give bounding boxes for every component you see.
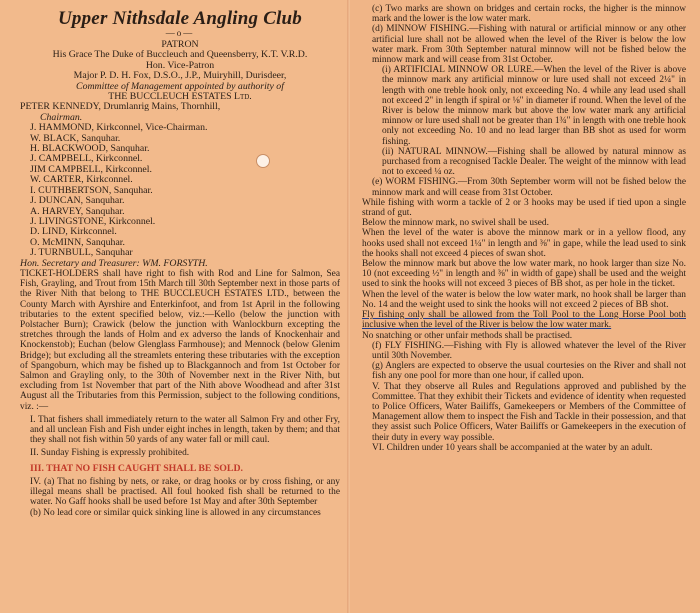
vice-patron-heading: Hon. Vice-Patron [145, 59, 215, 71]
patron-name: His Grace The Duke of Buccleuch and Queensberry, K.T. V.R.D. [52, 49, 308, 61]
chairman-title: Chairman. [40, 111, 83, 123]
worm-low-water-para: When the level of the water is below the low water mark, no hook shall be larger than No. 14 and the weight used to sink the hooks will not exceed 2 pieces of BB shot. [362, 289, 686, 310]
rule-4a: IV. (a) That no fishing by nets, or rake, or drag hooks or by cross fishing, or any illegal means shall be practised. All foul hooked fish shall be returned to the water. No Gaff hooks shall be used before 1st May and after 30th September [30, 477, 340, 508]
rule-5: V. That they observe all Rules and Regulations approved and published by the Committee. That they exhibit their Tickets and evidence of identity when requested to Police Officers, Water Bailiffs, Gamekeepers or Members of the Committee of Management allow them to inspect the Fish and Tackle in their possession, and that they assist such Police Officers, Water Bailiffs or Gamekeepers in the execution of their duty in every way possible. [372, 381, 686, 443]
club-title: Upper Nithsdale Angling Club [57, 8, 303, 29]
committee-member: J. CAMPBELL, Kirkconnel. [30, 153, 143, 165]
rule-4c: (c) Two marks are shown on bridges and certain rocks, the higher is the minnow mark and the lower is the low water mark. [372, 4, 686, 25]
rule-4e-worm-fishing: (e) WORM FISHING.—From 30th September worm will not be fished below the minnow mark and will cease from 31st October. [372, 177, 686, 198]
worm-below-minnow-para: Below the minnow mark but above the low water mark, no hook larger than size No. 10 (not exceeding ½" in length and ⅜" in width of gape) shall be used and the weight used to sink the hooks will not exceed 3 pieces of BB shot, as per hole in the ticket. [362, 259, 686, 290]
rule-4f-fly-fishing: (f) FLY FISHING.—Fishing with Fly is allowed whatever the level of the River until 30th November. [372, 340, 686, 361]
rule-1: I. That fishers shall immediately return to the water all Salmon Fry and other Fry, and all unclean Fish and Fish under eight inches in length, taken by them; and that they shall not fish within 50 yards of any water fall or mill caul. [30, 414, 340, 446]
committee-member: W. BLACK, Sanquhar. [30, 132, 121, 144]
worm-above-minnow-para: When the level of the water is above the minnow mark or in a yellow flood, any hooks used shall not exceed 1¼" in length and ⅜" in gape, while the lead used to sink the hooks shall not exceed 4 pieces of swan shot. [362, 228, 686, 259]
rule-4d-minnow-fishing: (d) MINNOW FISHING.—Fishing with natural or artificial minnow or any other artificial lure shall not be allowed when the level of the River is below the low water mark. From 30th September natural minnow will not be fished below the minnow mark and will cease from 31st October. [372, 24, 686, 66]
rule-4d-artificial-minnow: (i) ARTIFICIAL MINNOW OR LURE.—When the level of the River is above the minnow mark any artificial minnow or lure used shall not exceed 2¼" in length with one treble hook only, not exceeding No. 4 while any lead used shall not exceed 2" in length if spiral or ⅛" in diameter if round. When the level of the River is below the minnow mark but above the low water mark any artificial minnow or lure used shall not be greater than 1¾" in length with one treble hook only not exceeding No. 10 and no lead larger than BB shot as used for worm fishing. [382, 65, 686, 147]
patron-heading: PATRON [161, 39, 199, 50]
committee-member: O. McMINN, Sanquhar. [30, 236, 125, 248]
committee-member: D. LIND, Kirkconnel. [30, 226, 117, 238]
title-ornament: —o— [165, 28, 195, 38]
rule-4g-courtesies: (g) Anglers are expected to observe the usual courtesies on the River and shall not fish any one pool for more than one hour, if called upon. [372, 361, 686, 382]
committee-line-1: Committee of Management appointed by authority of [76, 80, 284, 92]
committee-member-list [20, 123, 340, 258]
worm-tackle-para: While fishing with worm a tackle of 2 or 3 hooks may be used if tied upon a single strand of gut. [362, 197, 686, 219]
rule-4b: (b) No lead core or similar quick sinking line is allowed in any circumstances [30, 507, 321, 518]
secretary-line: Hon. Secretary and Treasurer: WM. FORSYTH. [20, 257, 208, 269]
rule-4d-natural-minnow: (ii) NATURAL MINNOW.—Fishing shall be allowed by natural minnow as purchased from a recognised Tackle Dealer. The weight of the minnow with lead not to exceed ¼ oz. [382, 146, 686, 178]
right-page [350, 0, 700, 613]
committee-member: J. HAMMOND, Kirkconnel, Vice-Chairman. [30, 122, 208, 134]
rule-6: VI. Children under 10 years shall be accompanied at the water by an adult. [372, 442, 653, 453]
punched-hole [256, 154, 270, 168]
committee-member: J. DUNCAN, Sanquhar. [30, 195, 125, 207]
rule-2: II. Sunday Fishing is expressly prohibited. [30, 448, 190, 459]
committee-member: W. CARTER, Kirkconnel. [30, 174, 133, 186]
committee-member: J. LIVINGSTONE, Kirkconnel. [30, 215, 156, 227]
committee-member: J. TURNBULL, Sanquhar [30, 247, 133, 259]
ticket-holders-paragraph: TICKET-HOLDERS shall have right to fish with Rod and Line for Salmon, Sea Fish, Grayling, and Trout from 15th March till 30th September next in those parts of the River Nith that belong to THE BUCCLEUCH ESTATES LTD., between the County March with Ayrshire and Enterkinfoot, and from 1st April in the following tributaries to the extent specified below, viz.:—Kello (below the junction with Polstacher Burn); Crawick (below the junction with Wanlockburn excepting the stretches through the lands of Holm and ex adverso the lands of Knockenhair and Knockenstob); Euchan (below Glenglass Farmhouse); and Mennock (below Glenim Bridge); but excluding all the streamlets entering these tributaries with the exception of Spangoburn, which may be fished up to Blackgannoch and from 1st October for Salmon and Grayling only, to the 30th of November next in the River Nith, but excluding from 1st November that part of the Nith above Woodhead and after 31st August all the Tributaries from this Permission, subject to the following conditions, viz. :— [20, 268, 340, 412]
worm-swivel-para: Below the minnow mark, no swivel shall be used. [362, 218, 549, 229]
no-snatching-para: No snatching or other unfair methods shall be practised. [362, 330, 573, 341]
committee-member: A. HARVEY, Sanquhar. [30, 205, 125, 217]
vice-patron-name: Major P. D. H. Fox, D.S.O., J.P., Muiryhill, Durisdeer, [73, 70, 287, 82]
committee-member: I. CUTHBERTSON, Sanquhar. [30, 184, 153, 196]
committee-member: H. BLACKWOOD, Sanquhar. [30, 143, 150, 155]
fly-only-para: Fly fishing only shall be allowed from the Toll Pool to the Long Horse Pool both inclusive when the level of the River is below the low water mark. [362, 310, 686, 331]
committee-line-2: THE BUCCLEUCH ESTATES Ltd. [108, 91, 252, 103]
committee-member: JIM CAMPBELL, Kirkconnel. [30, 163, 152, 175]
rule-3-heading: III. THAT NO FISH CAUGHT SHALL BE SOLD. [30, 462, 243, 474]
chairman-line: PETER KENNEDY, Drumlanrig Mains, Thornhill, [20, 101, 221, 113]
